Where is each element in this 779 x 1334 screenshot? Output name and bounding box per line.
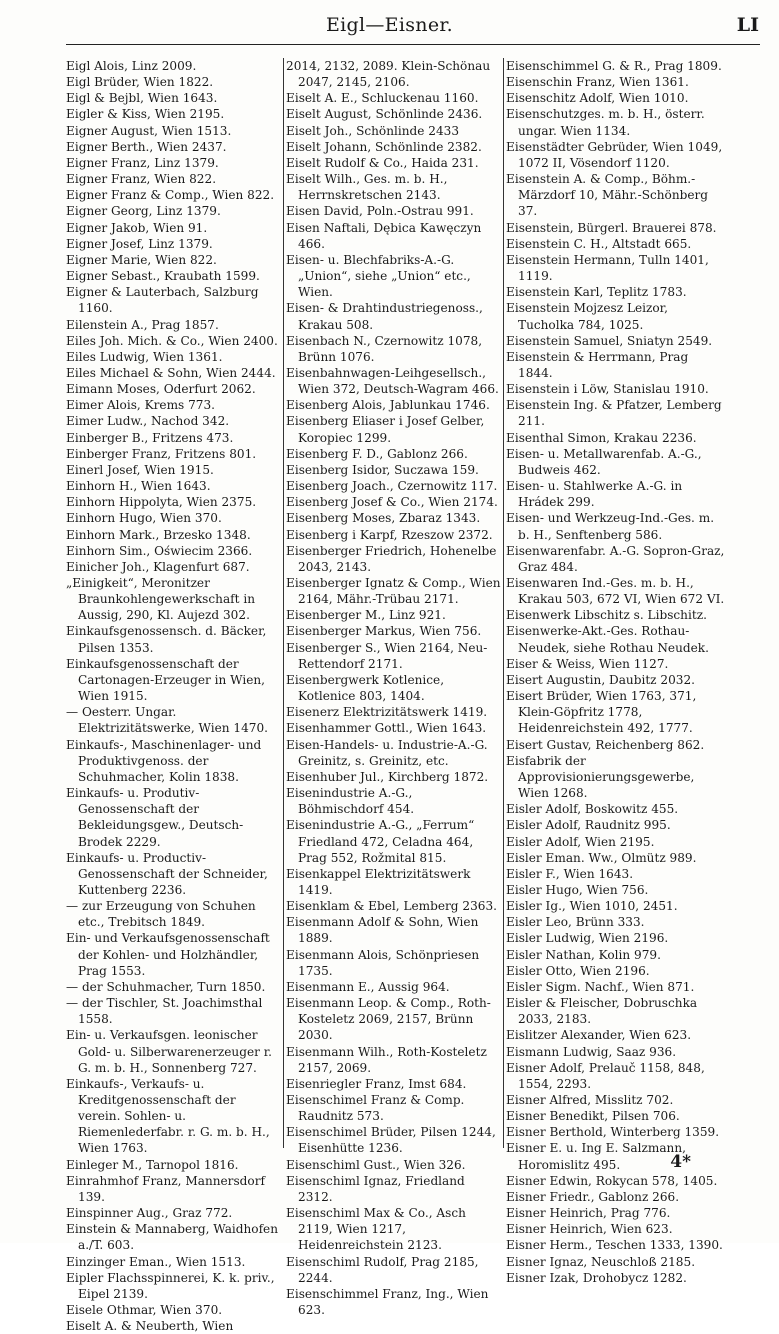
- directory-entry: Eimer Ludw., Nachod 342.: [66, 414, 230, 429]
- directory-entry: Eisenmann Leop. & Comp., Roth-Kosteletz 2069, 2157, Brünn 2030.: [286, 996, 491, 1043]
- directory-entry: Eisenberg i Karpf, Rzeszow 2372.: [286, 527, 493, 542]
- directory-entry: Eisen- u. Metallwarenfab. A.-G., Budweis 462.: [506, 446, 702, 477]
- directory-entry: Eisenstein i Löw, Stanislau 1910.: [506, 382, 709, 397]
- directory-entry: Eipler Flachsspinnerei, K. k. priv., Eipel 2139.: [66, 1270, 275, 1301]
- column-divider: [503, 58, 504, 1148]
- directory-entry: Eigner Georg, Linz 1379.: [66, 204, 221, 219]
- directory-entry: Eigler & Kiss, Wien 2195.: [66, 107, 225, 122]
- directory-entry: Eiselt A. & Neuberth, Wien: [66, 1319, 234, 1334]
- directory-entry: Eisenmann E., Aussig 964.: [286, 979, 450, 994]
- page-title: Eigl—Eisner.: [326, 14, 453, 36]
- directory-entry: Eisenindustrie A.-G., „Ferrum“ Friedland 472, Celadna 464, Prag 552, Rožmital 815.: [286, 818, 475, 865]
- directory-entry: Eisenerz Elektrizitätswerk 1419.: [286, 705, 488, 720]
- directory-entry: Eisenindustrie A.-G., Böhmischdorf 454.: [286, 786, 415, 817]
- directory-entry: Eisenmann Adolf & Sohn, Wien 1889.: [286, 915, 479, 946]
- directory-entry: Eisner Edwin, Rokycan 578, 1405.: [506, 1173, 718, 1188]
- column-right: [506, 58, 726, 1285]
- directory-entry: Eigl & Bejbl, Wien 1643.: [66, 91, 218, 106]
- directory-entry: Eiselt Rudolf & Co., Haida 231.: [286, 155, 479, 170]
- directory-entry: Eisert Gustav, Reichenberg 862.: [506, 737, 705, 752]
- directory-entry: Eisenberg Josef & Co., Wien 2174.: [286, 495, 498, 510]
- directory-entry: Eimer Alois, Krems 773.: [66, 398, 216, 413]
- directory-entry: Eisen- u. Stahlwerke A.-G. in Hrádek 299.: [506, 479, 683, 510]
- directory-entry: Eigner Sebast., Kraubath 1599.: [66, 269, 260, 284]
- directory-entry: Eismann Ludwig, Saaz 936.: [506, 1044, 677, 1059]
- directory-entry: Einkaufs-, Maschinenlager- und Produktivgenoss. der Schuhmacher, Kolin 1838.: [66, 737, 262, 784]
- directory-entry: Eigner Franz, Wien 822.: [66, 172, 217, 187]
- directory-entry: Eisenschiml Ignaz, Friedland 2312.: [286, 1173, 465, 1204]
- directory-entry: Einhorn H., Wien 1643.: [66, 479, 211, 494]
- directory-entry: Eigl Alois, Linz 2009.: [66, 59, 197, 73]
- directory-entry: Eisenschimmel Franz, Ing., Wien 623.: [286, 1286, 489, 1318]
- directory-entry: Eisen- und Werkzeug-Ind.-Ges. m. b. H., Senftenberg 586.: [506, 511, 715, 542]
- directory-entry: Einkaufsgenossensch. d. Bäcker, Pilsen 1353.: [66, 624, 267, 655]
- directory-entry: Eisner Herm., Teschen 1333, 1390.: [506, 1238, 723, 1253]
- directory-entry: Eigl Brüder, Wien 1822.: [66, 75, 214, 90]
- directory-entry: Eisenberg Moses, Zbaraz 1343.: [286, 511, 481, 526]
- directory-entry: Eisenberger S., Wien 2164, Neu-Rettendorf 2171.: [286, 640, 488, 671]
- directory-entry: Einkaufs-, Verkaufs- u. Kreditgenossenschaft der verein. Sohlen- u. Riemenlederfabr. r. G. m. b. H., Wien 1763.: [66, 1076, 270, 1156]
- directory-entry: — der Tischler, St. Joachimsthal 1558.: [66, 996, 263, 1027]
- directory-entry: Eisen Naftali, Dębica Kawęczyn 466.: [286, 220, 482, 251]
- directory-entry: Eisenwaren Ind.-Ges. m. b. H., Krakau 503, 672 VI, Wien 672 VI.: [506, 576, 725, 607]
- directory-entry: Eiselt Wilh., Ges. m. b. H., Herrnskretschen 2143.: [286, 172, 448, 203]
- column-left: [66, 58, 281, 1334]
- directory-entry: Einberger Franz, Fritzens 801.: [66, 446, 257, 461]
- directory-entry: Eisenmann Wilh., Roth-Kosteletz 2157, 2069.: [286, 1044, 487, 1075]
- directory-entry: Eisenberger M., Linz 921.: [286, 608, 446, 623]
- signature-mark: 4*: [670, 1152, 691, 1172]
- directory-entry: Eiselt A. E., Schluckenau 1160.: [286, 91, 479, 106]
- directory-entry: Eisele Othmar, Wien 370.: [66, 1303, 223, 1318]
- directory-entry: — zur Erzeugung von Schuhen etc., Trebitsch 1849.: [66, 899, 256, 930]
- directory-entry: Eisner Benedikt, Pilsen 706.: [506, 1109, 680, 1124]
- directory-entry: Eisner E. u. Ing E. Salzmann, Horomislitz 495.: [506, 1141, 686, 1172]
- directory-entry: — Oesterr. Ungar. Elektrizitätswerke, Wien 1470.: [66, 705, 269, 736]
- directory-entry: Eisenberger Ignatz & Comp., Wien 2164, Mähr.-Trübau 2171.: [286, 576, 501, 607]
- directory-entry: Ein- u. Verkaufsgen. leonischer Gold- u. Silberwarenerzeuger r. G. m. b. H., Sonnenberg 727.: [66, 1028, 273, 1075]
- directory-entry: Eisler Nathan, Kolin 979.: [506, 947, 661, 962]
- directory-entry: Einkaufs- u. Produtiv-Genossenschaft der Bekleidungsgew., Deutsch-Brodek 2229.: [66, 786, 244, 849]
- directory-entry: Eisenschitz Adolf, Wien 1010.: [506, 91, 689, 106]
- directory-entry: Eisler Adolf, Raudnitz 995.: [506, 818, 671, 833]
- directory-entry: Einberger B., Fritzens 473.: [66, 430, 234, 445]
- directory-entry: 2014, 2132, 2089. Klein-Schönau 2047, 2145, 2106.: [286, 59, 491, 90]
- directory-entry: Eilenstein A., Prag 1857.: [66, 317, 219, 332]
- directory-entry: Eiles Michael & Sohn, Wien 2444.: [66, 365, 276, 380]
- directory-entry: Eiser & Weiss, Wien 1127.: [506, 656, 669, 671]
- directory-entry: Eisenschiml Max & Co., Asch 2119, Wien 1217, Heidenreichstein 2123.: [286, 1206, 466, 1253]
- directory-entry: Eisner Alfred, Misslitz 702.: [506, 1093, 674, 1107]
- directory-entry: Eisenberg Alois, Jablunkau 1746.: [286, 398, 490, 413]
- directory-entry: Eisenstein Karl, Teplitz 1783.: [506, 285, 687, 300]
- directory-entry: „Einigkeit“, Meronitzer Braunkohlengewerkschaft in Aussig, 290, Kl. Aujezd 302.: [66, 576, 256, 623]
- directory-entry: Eisenhammer Gottl., Wien 1643.: [286, 721, 487, 736]
- directory-entry: Eisenwarenfabr. A.-G. Sopron-Graz, Graz 484.: [506, 543, 725, 574]
- column-divider: [283, 58, 284, 1148]
- directory-entry: Eisenstädter Gebrüder, Wien 1049, 1072 II, Vösendorf 1120.: [506, 139, 723, 170]
- directory-entry: Eisenstein & Herrmann, Prag 1844.: [506, 349, 689, 380]
- directory-entry: Eisenriegler Franz, Imst 684.: [286, 1076, 467, 1091]
- directory-entry: Eigner August, Wien 1513.: [66, 123, 232, 138]
- directory-entry: Eisenstein Samuel, Sniatyn 2549.: [506, 333, 713, 348]
- directory-entry: Eisler Hugo, Wien 756.: [506, 882, 649, 897]
- directory-entry: Eisner Heinrich, Wien 623.: [506, 1222, 673, 1237]
- directory-entry: Eisenstein Mojzesz Leizor, Tucholka 784, 1025.: [506, 301, 668, 332]
- column-middle: [286, 58, 501, 1318]
- directory-entry: Einhorn Hippolyta, Wien 2375.: [66, 495, 257, 510]
- directory-entry: Eislitzer Alexander, Wien 623.: [506, 1028, 692, 1043]
- directory-entry: Eiles Ludwig, Wien 1361.: [66, 349, 223, 364]
- directory-entry: Eisenbach N., Czernowitz 1078, Brünn 1076.: [286, 333, 483, 364]
- directory-entry: Eisenberger Markus, Wien 756.: [286, 624, 482, 639]
- directory-entry: Einleger M., Tarnopol 1816.: [66, 1157, 239, 1172]
- directory-entry: Eisler Adolf, Boskowitz 455.: [506, 802, 679, 817]
- directory-entry: Eisenbahnwagen-Leihgesellsch., Wien 372, Deutsch-Wagram 466.: [286, 365, 499, 397]
- directory-entry: Eisner Friedr., Gablonz 266.: [506, 1189, 680, 1204]
- directory-entry: Eisenstein A. & Comp., Böhm.-Märzdorf 10, Mähr.-Schönberg 37.: [506, 172, 709, 219]
- page-number: LI: [736, 14, 759, 36]
- directory-entry: Eisenschimel Franz & Comp. Raudnitz 573.: [286, 1093, 465, 1124]
- directory-entry: Eisner Izak, Drohobycz 1282.: [506, 1270, 687, 1285]
- directory-entry: Eisenberger Friedrich, Hohenelbe 2043, 2143.: [286, 543, 497, 574]
- directory-entry: Einhorn Mark., Brzesko 1348.: [66, 527, 251, 542]
- directory-entry: Einhorn Hugo, Wien 370.: [66, 511, 222, 526]
- directory-entry: Eiles Joh. Mich. & Co., Wien 2400.: [66, 333, 278, 348]
- directory-entry: Eisner Ignaz, Neuschloß 2185.: [506, 1254, 696, 1269]
- directory-entry: Eisler Otto, Wien 2196.: [506, 963, 650, 978]
- directory-entry: Eisenhuber Jul., Kirchberg 1872.: [286, 769, 489, 784]
- directory-entry: Eisert Brüder, Wien 1763, 371, Klein-Göpfritz 1778, Heidenreichstein 492, 1777.: [506, 689, 697, 736]
- directory-entry: Eiselt August, Schönlinde 2436.: [286, 107, 483, 122]
- directory-entry: Eisenstein C. H., Altstadt 665.: [506, 236, 692, 251]
- directory-entry: Eisenwerk Libschitz s. Libschitz.: [506, 608, 707, 623]
- directory-entry: Eisenschiml Rudolf, Prag 2185, 2244.: [286, 1254, 479, 1285]
- directory-entry: Eisler Ig., Wien 1010, 2451.: [506, 899, 678, 914]
- directory-entry: Eisen David, Poln.-Ostrau 991.: [286, 204, 474, 219]
- directory-entry: Eisler Eman. Ww., Olmütz 989.: [506, 850, 697, 865]
- directory-entry: Eisen- & Drahtindustriegenoss., Krakau 508.: [286, 301, 483, 332]
- directory-entry: Eisen-Handels- u. Industrie-A.-G. Greinitz, s. Greinitz, etc.: [286, 737, 488, 768]
- directory-entry: Eimann Moses, Oderfurt 2062.: [66, 382, 256, 397]
- header-rule: [66, 44, 760, 45]
- directory-entry: Eisenklam & Ebel, Lemberg 2363.: [286, 899, 498, 914]
- directory-entry: Einerl Josef, Wien 1915.: [66, 462, 214, 477]
- directory-entry: Einzinger Eman., Wien 1513.: [66, 1254, 246, 1269]
- directory-entry: Eisenschiml Gust., Wien 326.: [286, 1157, 466, 1172]
- directory-entry: Eisenberg Isidor, Suczawa 159.: [286, 462, 479, 477]
- directory-entry: Eigner Berth., Wien 2437.: [66, 139, 227, 154]
- directory-entry: Ein- und Verkaufsgenossenschaft der Kohlen- und Holzhändler, Prag 1553.: [66, 931, 270, 978]
- directory-entry: Eisen- u. Blechfabriks-A.-G. „Union“, siehe „Union“ etc., Wien.: [286, 252, 471, 300]
- directory-entry: Eigner Marie, Wien 822.: [66, 252, 217, 267]
- directory-entry: Einstein & Mannaberg, Waidhofen a./T. 603.: [66, 1222, 279, 1253]
- directory-entry: Eiselt Joh., Schönlinde 2433: [286, 123, 460, 138]
- directory-entry: Eisenbergwerk Kotlenice, Kotlenice 803, 1404.: [286, 672, 445, 704]
- directory-entry: Einrahmhof Franz, Mannersdorf 139.: [66, 1173, 265, 1204]
- directory-entry: Eisert Augustin, Daubitz 2032.: [506, 672, 696, 687]
- directory-entry: Eisler Leo, Brünn 333.: [506, 915, 645, 930]
- directory-entry: Eisenschimel Brüder, Pilsen 1244, Eisenhütte 1236.: [286, 1125, 496, 1156]
- directory-entry: Eigner Franz, Linz 1379.: [66, 155, 219, 170]
- directory-entry: Eisler F., Wien 1643.: [506, 866, 634, 881]
- directory-entry: Eisfabrik der Approvisionierungsgewerbe, Wien 1268.: [506, 753, 695, 801]
- directory-entry: Eisler Adolf, Wien 2195.: [506, 834, 655, 849]
- directory-entry: Eisner Berthold, Winterberg 1359.: [506, 1125, 720, 1140]
- directory-entry: Eisenschutzges. m. b. H., österr. ungar. Wien 1134.: [506, 107, 705, 138]
- directory-entry: Eisenstein Ing. & Pfatzer, Lemberg 211.: [506, 398, 722, 429]
- directory-entry: Eisenberg Eliaser i Josef Gelber, Koropiec 1299.: [286, 414, 485, 445]
- directory-entry: Eisler & Fleischer, Dobruschka 2033, 2183.: [506, 996, 698, 1027]
- directory-entry: Eisenberg Joach., Czernowitz 117.: [286, 479, 498, 494]
- directory-entry: Eisenmann Alois, Schönpriesen 1735.: [286, 947, 480, 978]
- directory-entry: Einkaufsgenossenschaft der Cartonagen-Erzeuger in Wien, Wien 1915.: [66, 656, 265, 704]
- directory-entry: Einspinner Aug., Graz 772.: [66, 1206, 233, 1221]
- directory-entry: Eisenstein Hermann, Tulln 1401, 1119.: [506, 252, 709, 284]
- directory-entry: Eisler Ludwig, Wien 2196.: [506, 931, 669, 946]
- directory-entry: — der Schuhmacher, Turn 1850.: [66, 979, 266, 994]
- directory-entry: Eisenstein, Bürgerl. Brauerei 878.: [506, 220, 717, 235]
- directory-entry: Eisenthal Simon, Krakau 2236.: [506, 430, 697, 445]
- directory-entry: Eiselt Johann, Schönlinde 2382.: [286, 139, 482, 154]
- directory-entry: Eisner Adolf, Prelauč 1158, 848, 1554, 2293.: [506, 1060, 705, 1091]
- directory-entry: Eigner & Lauterbach, Salzburg 1160.: [66, 285, 259, 316]
- directory-entry: Eigner Jakob, Wien 91.: [66, 220, 208, 235]
- directory-entry: Eisenberg F. D., Gablonz 266.: [286, 446, 468, 461]
- directory-entry: Eisenwerke-Akt.-Ges. Rothau-Neudek, siehe Rothau Neudek.: [506, 624, 709, 655]
- directory-entry: Eigner Franz & Comp., Wien 822.: [66, 188, 275, 203]
- directory-entry: Einicher Joh., Klagenfurt 687.: [66, 559, 250, 574]
- directory-entry: Einkaufs- u. Productiv-Genossenschaft der Schneider, Kuttenberg 2236.: [66, 850, 268, 897]
- directory-entry: Eisenschin Franz, Wien 1361.: [506, 75, 689, 90]
- directory-entry: Eisner Heinrich, Prag 776.: [506, 1206, 671, 1221]
- directory-entry: Eigner Josef, Linz 1379.: [66, 236, 213, 251]
- directory-entry: Einhorn Sim., Oświecim 2366.: [66, 543, 253, 558]
- directory-entry: Eisenschimmel G. & R., Prag 1809.: [506, 59, 722, 73]
- directory-entry: Eisenkappel Elektrizitätswerk 1419.: [286, 866, 471, 897]
- directory-entry: Eisler Sigm. Nachf., Wien 871.: [506, 979, 695, 994]
